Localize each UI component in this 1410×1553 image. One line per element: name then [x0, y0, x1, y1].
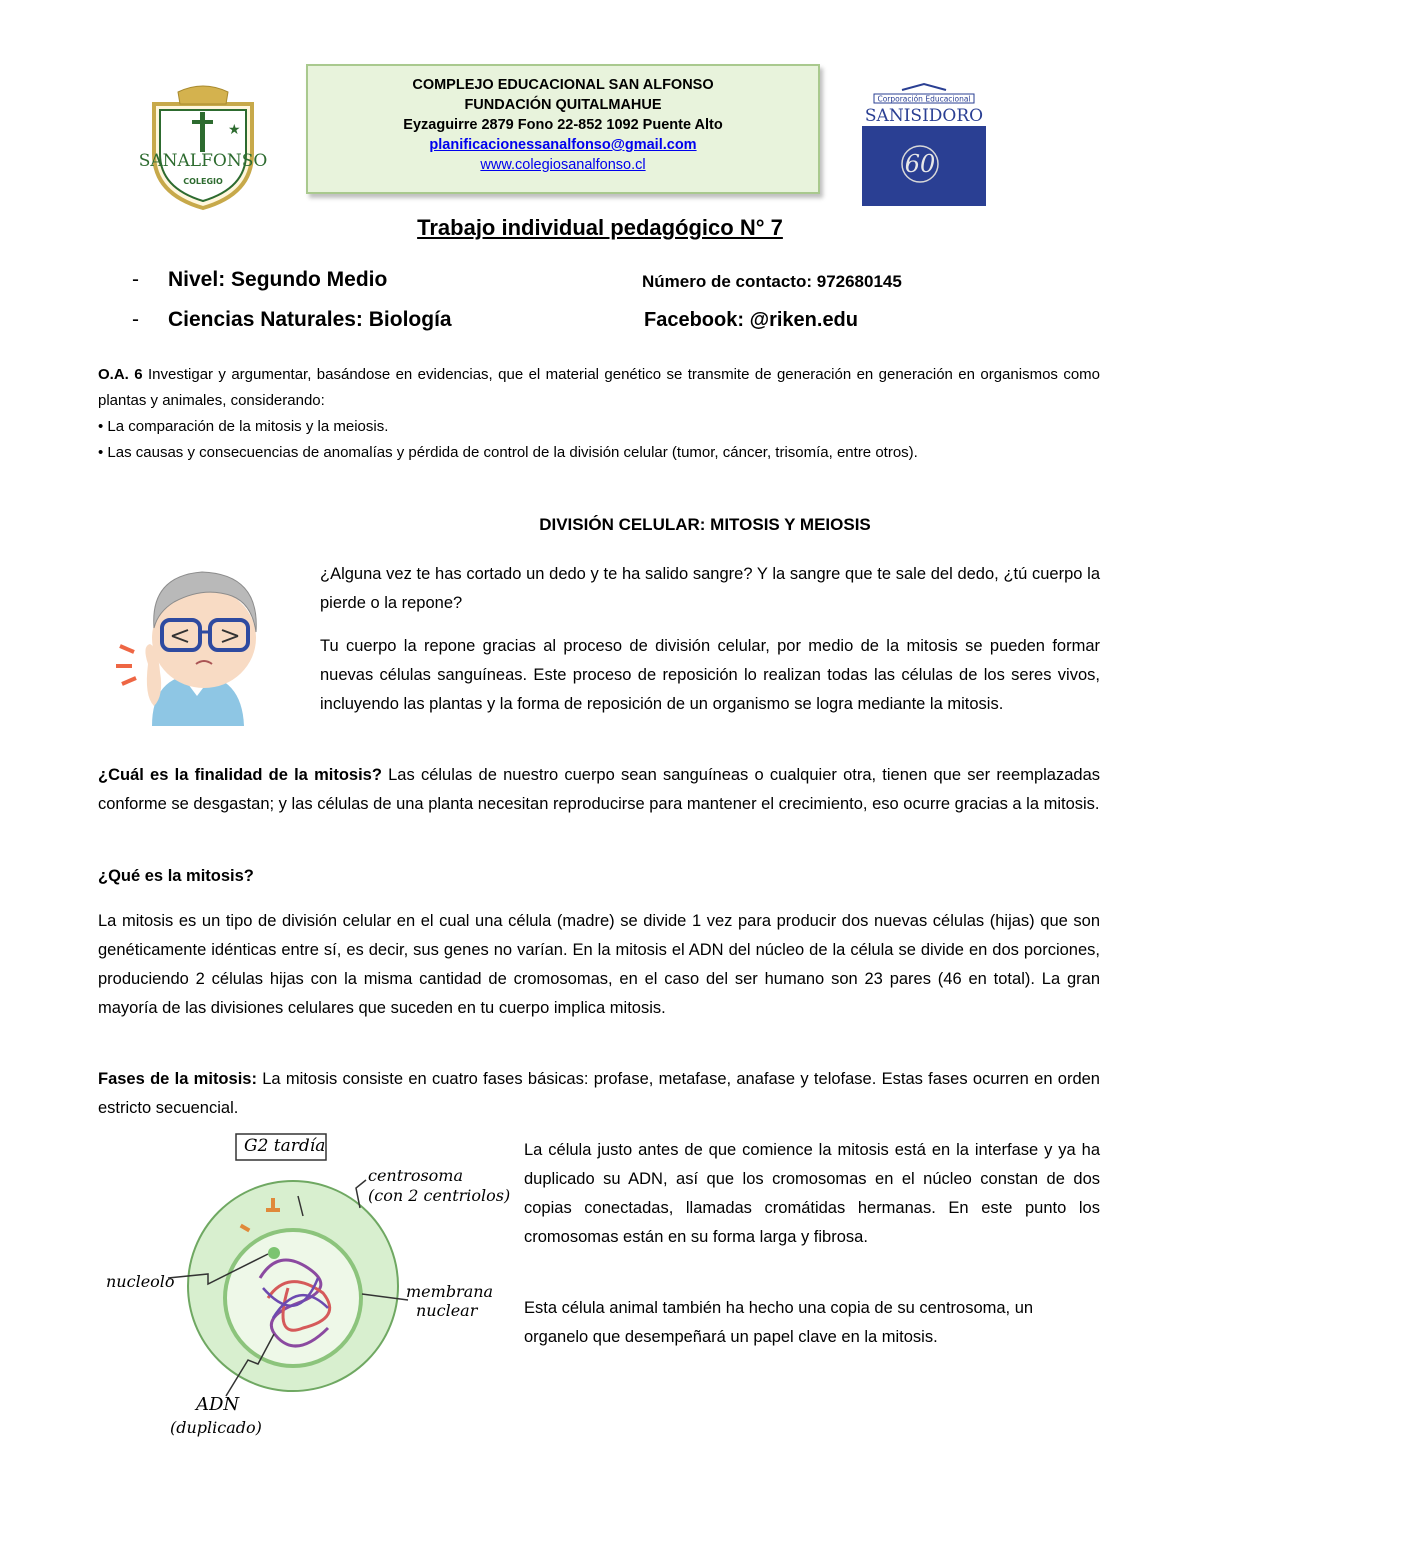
dna-duplicated-label: (duplicado) [170, 1418, 262, 1437]
phases-paragraph [98, 1065, 1100, 1123]
g2-description: La célula justo antes de que comience la mitosis está en la interfase y ya ha duplicado su ADN, así que los cromosomas en el núcleo constan de dos copias conectadas, llamadas cromátidas hermanas. En este punto los cromosomas están en su forma larga y fibrosa. [524, 1141, 1100, 1246]
intro-question: ¿Alguna vez te has cortado un dedo y te ha salido sangre? Y la sangre que te sale del dedo, ¿tú cuerpo la pierde o la repone? [320, 565, 1100, 612]
asignatura-row [0, 308, 600, 338]
objective-code: O.A. 6 [98, 366, 143, 383]
what-is-text: La mitosis es un tipo de división celular en el cual una célula (madre) se divide 1 vez para producir dos nuevas células (hijas) que son genéticamente idénticas entre sí, es decir, sus genes no varían. En la mitosis el ADN del núcleo de la célula se divide en dos porciones, produciendo 2 células hijas con la misma cantidad de cromosomas, en el caso del ser humano son 23 pares (46 en total). La gran mayoría de las divisiones celulares que suceden en tu cuerpo implica mitosis. [98, 912, 1100, 1017]
nivel-row [0, 268, 600, 298]
san-isidoro-logo [862, 84, 986, 206]
left-logo-name: SANALFONSO [138, 151, 268, 171]
objective-text: Investigar y argumentar, basándose en evidencias, que el material genético se transmite de generación en generación en organismos como plantas y animales, considerando: [98, 366, 1100, 409]
hurt-finger-illustration [112, 556, 282, 736]
learning-objective [98, 362, 1100, 466]
bullet-dash: - [132, 308, 139, 331]
section-title: DIVISIÓN CELULAR: MITOSIS Y MEIOSIS [539, 515, 871, 534]
centrosome-label: centrosoma [368, 1166, 463, 1185]
email-link[interactable]: planificacionessanalfonso@gmail.com [429, 137, 697, 153]
what-is-heading: ¿Qué es la mitosis? [98, 867, 254, 885]
purpose-question: ¿Cuál es la finalidad de la mitosis? [98, 766, 382, 784]
phases-text: La mitosis consiste en cuatro fases básicas: profase, metafase, anafase y telofase. Estas fases ocurren en orden estricto secuencial. [98, 1070, 1100, 1117]
centrioles-label: (con 2 centriolos) [368, 1186, 511, 1205]
left-logo-sub: COLEGIO [183, 177, 223, 186]
right-logo-badge: 60 [904, 150, 936, 178]
purpose-text: Las células de nuestro cuerpo sean sanguíneas o cualquier otra, tienen que ser reemplazadas conforme se desgastan; y las células de una planta necesitan reproducirse para mantener el crecimiento, eso ocurre gracias a la mitosis. [98, 766, 1100, 813]
dna-label: ADN [196, 1394, 240, 1415]
membrane-label-2: nuclear [416, 1301, 478, 1320]
nucleolus-label: nucleolo [106, 1272, 175, 1291]
contact-number: Número de contacto: 972680145 [642, 272, 902, 291]
right-logo-name: SANISIDORO [864, 106, 984, 126]
asignatura-label: Ciencias Naturales: Biología [168, 308, 452, 331]
membrane-label: membrana [406, 1282, 494, 1301]
page-title: Trabajo individual pedagógico N° 7 [417, 215, 783, 240]
nivel-label: Nivel: Segundo Medio [168, 268, 388, 291]
school-address: Eyzaguirre 2879 Fono 22-852 1092 Puente Alto [403, 117, 723, 133]
san-alfonso-logo [138, 84, 268, 210]
g2-centrosome-text: Esta célula animal también ha hecho una copia de su centrosoma, un organelo que desempeñará un papel clave en la mitosis. [524, 1299, 1034, 1346]
facebook-handle: Facebook: @riken.edu [644, 309, 858, 331]
bullet-dash: - [132, 268, 139, 291]
objective-bullet: • La comparación de la mitosis y la meiosis. [98, 418, 389, 435]
school-name: COMPLEJO EDUCACIONAL SAN ALFONSO [412, 77, 714, 93]
phases-label: Fases de la mitosis: [98, 1070, 257, 1088]
school-header [306, 64, 820, 194]
intro-answer: Tu cuerpo la repone gracias al proceso de división celular, por medio de la mitosis se pueden formar nuevas células sanguíneas. Este proceso de reposición lo realizan todas las células de los seres vivos, incluyendo las plantas y la forma de reposición de un organismo se logra mediante la mitosis. [320, 637, 1100, 713]
foundation-name: FUNDACIÓN QUITALMAHUE [464, 97, 662, 113]
purpose-paragraph [98, 761, 1100, 819]
svg-text:★: ★ [228, 122, 241, 138]
g2-cell-diagram [98, 1128, 518, 1448]
stage-label: G2 tardía [244, 1136, 326, 1156]
website-link[interactable]: www.colegiosanalfonso.cl [480, 157, 646, 173]
right-logo-top: Corporación Educacional [877, 94, 971, 104]
objective-bullet: • Las causas y consecuencias de anomalías y pérdida de control de la división celular (tumor, cáncer, trisomía, entre otros). [98, 444, 918, 461]
